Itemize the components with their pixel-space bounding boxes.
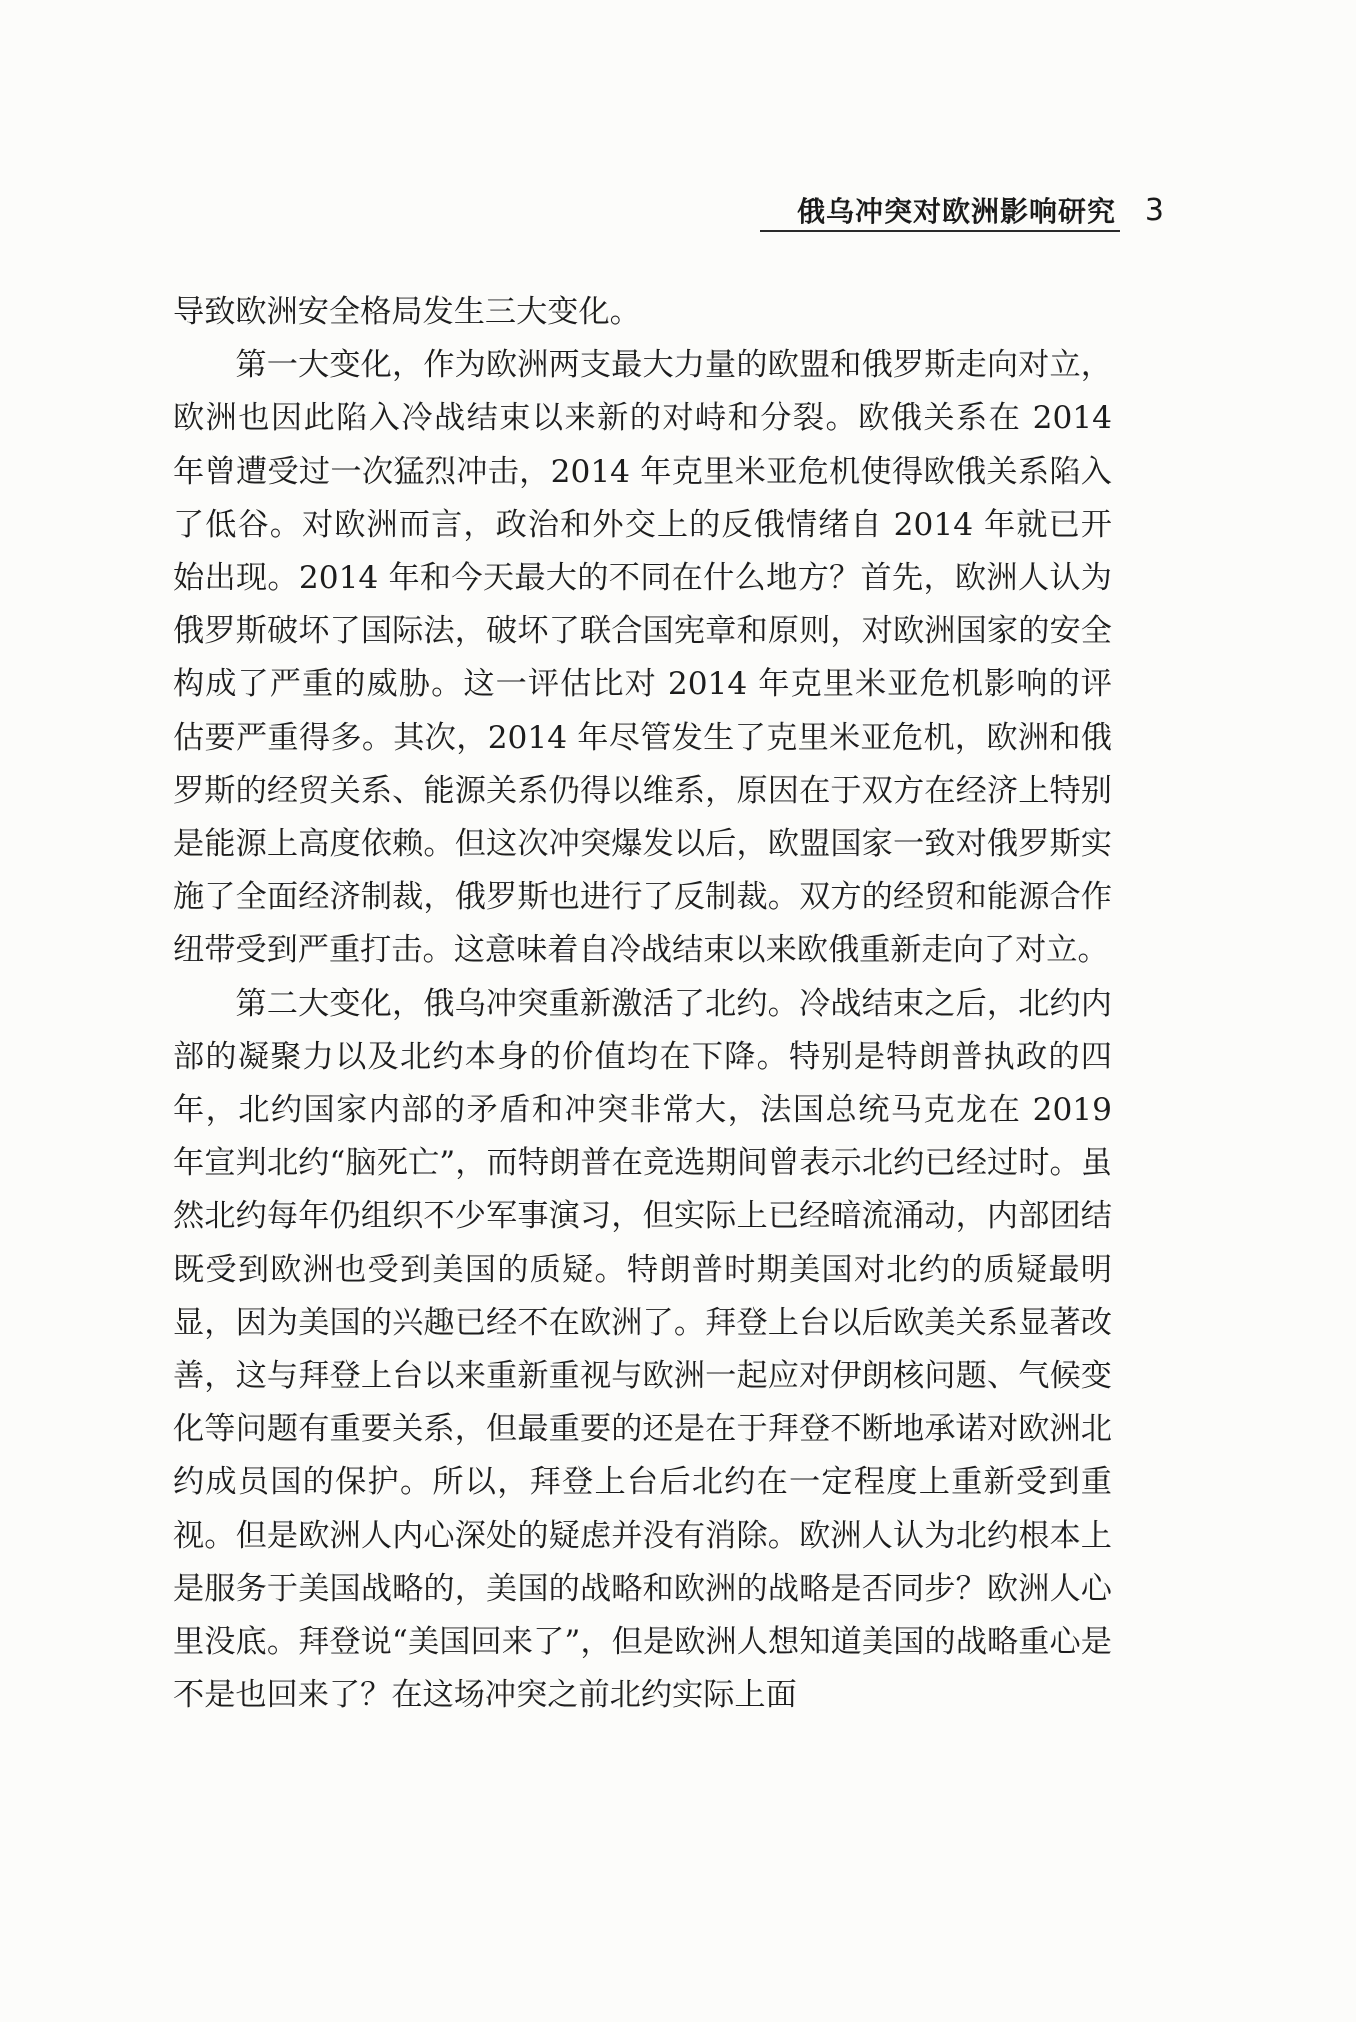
- paragraph-first-change: 第一大变化，作为欧洲两支最大力量的欧盟和俄罗斯走向对立，欧洲也因此陷入冷战结束以来新的对峙和分裂。欧俄关系在 2014 年曾遭受过一次猛烈冲击，2014 年克里米亚危机使得欧俄关系陷入了低谷。对欧洲而言，政治和外交上的反俄情绪自 2014 年就已开始出现。2014 年和今天最大的不同在什么地方？首先，欧洲人认为俄罗斯破坏了国际法，破坏了联合国宪章和原则，对欧洲国家的安全构成了严重的威胁。这一评估比对 2014 年克里米亚危机影响的评估要严重得多。其次，2014 年尽管发生了克里米亚危机，欧洲和俄罗斯的经贸关系、能源关系仍得以维系，原因在于双方在经济上特别是能源上高度依赖。但这次冲突爆发以后，欧盟国家一致对俄罗斯实施了全面经济制裁，俄罗斯也进行了反制裁。双方的经贸和能源合作纽带受到严重打击。这意味着自冷战结束以来欧俄重新走向了对立。: [173, 347, 1112, 969]
- running-header-title: 俄乌冲突对欧洲影响研究: [796, 195, 1116, 228]
- paragraph-second-change: 第二大变化，俄乌冲突重新激活了北约。冷战结束之后，北约内部的凝聚力以及北约本身的价值均在下降。特别是特朗普执政的四年，北约国家内部的矛盾和冲突非常大，法国总统马克龙在 2019 年宣判北约“脑死亡”，而特朗普在竞选期间曾表示北约已经过时。虽然北约每年仍组织不少军事演习，但实际上已经暗流涌动，内部团结既受到欧洲也受到美国的质疑。特朗普时期美国对北约的质疑最明显，因为美国的兴趣已经不在欧洲了。拜登上台以后欧美关系显著改善，这与拜登上台以来重新重视与欧洲一起应对伊朗核问题、气候变化等问题有重要关系，但最重要的还是在于拜登不断地承诺对欧洲北约成员国的保护。所以，拜登上台后北约在一定程度上重新受到重视。但是欧洲人内心深处的疑虑并没有消除。欧洲人认为北约根本上是服务于美国战略的，美国的战略和欧洲的战略是否同步？欧洲人心里没底。拜登说“美国回来了”，但是欧洲人想知道美国的战略重心是不是也回来了？在这场冲突之前北约实际上面: [173, 985, 1112, 1714]
- header-rule: [760, 230, 1120, 232]
- running-header: [760, 188, 1164, 232]
- page-number: 3: [1144, 192, 1164, 228]
- paragraph-continuation: 导致欧洲安全格局发生三大变化。: [173, 294, 641, 330]
- body-text: [173, 286, 1112, 1722]
